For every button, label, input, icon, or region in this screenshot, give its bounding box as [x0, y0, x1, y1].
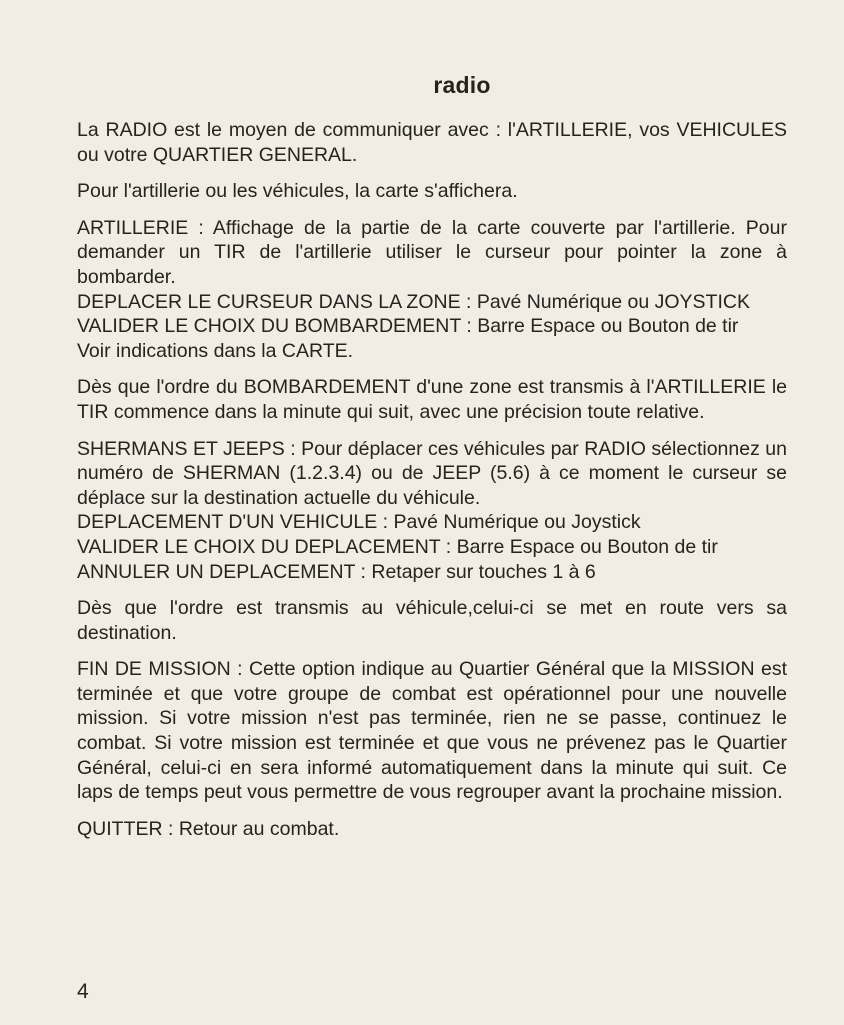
paragraph-bombardment: [77, 375, 787, 424]
paragraph-line: VALIDER LE CHOIX DU BOMBARDEMENT : Barre Espace ou Bouton de tir: [77, 315, 739, 338]
paragraph-line: FIN DE MISSION : Cette option indique au Quartier Général que la MISSION est terminée et que votre groupe de combat est opérationnel pour une nouvelle mission. Si votre mission n'est pas terminée, rien ne se passe, continuez le combat. Si votre mission est terminée et que vous ne prévenez pas le Quartier Général, celui-ci en sera informé automatiquement dans la minute qui suit. Ce laps de temps peut vous permettre de vous regrouper avant la prochaine mission.: [77, 658, 787, 804]
body-text: [77, 118, 787, 853]
paragraph-line: Voir indications dans la CARTE.: [77, 339, 354, 362]
paragraph-quit: [77, 817, 787, 842]
paragraph-line: SHERMANS ET JEEPS : Pour déplacer ces véhicules par RADIO sélectionnez un numéro de SHERMAN (1.2.3.4) ou de JEEP (5.6) à ce moment le curseur se déplace sur la destination actuelle du véhicule.: [77, 437, 787, 509]
paragraph-line: ANNULER UN DEPLACEMENT : Retaper sur touches 1 à 6: [77, 560, 596, 583]
paragraph-line: QUITTER : Retour au combat.: [77, 817, 340, 840]
paragraph-line: DEPLACER LE CURSEUR DANS LA ZONE : Pavé Numérique ou JOYSTICK: [77, 290, 750, 313]
paragraph-end-mission: [77, 657, 787, 805]
paragraph-shermans-jeeps: [77, 437, 787, 585]
paragraph-map-info: [77, 179, 787, 204]
paragraph-line: VALIDER LE CHOIX DU DEPLACEMENT : Barre Espace ou Bouton de tir: [77, 535, 718, 558]
paragraph-line: ARTILLERIE : Affichage de la partie de la carte couverte par l'artillerie. Pour demander un TIR de l'artillerie utiliser le curseur pour pointer la zone à bombarder.: [77, 216, 787, 288]
paragraph-line: DEPLACEMENT D'UN VEHICULE : Pavé Numérique ou Joystick: [77, 511, 641, 534]
paragraph-line: Dès que l'ordre est transmis au véhicule,celui-ci se met en route vers sa destination.: [77, 597, 787, 644]
paragraph-line: Dès que l'ordre du BOMBARDEMENT d'une zone est transmis à l'ARTILLERIE le TIR commence dans la minute qui suit, avec une précision toute relative.: [77, 376, 787, 423]
paragraph-vehicle-order: [77, 596, 787, 645]
page-number: 4: [77, 980, 89, 1003]
paragraph-line: Pour l'artillerie ou les véhicules, la carte s'affichera.: [77, 180, 518, 203]
paragraph-intro: [77, 118, 787, 167]
paragraph-line: La RADIO est le moyen de communiquer avec : l'ARTILLERIE, vos VEHICULES ou votre QUARTIER GENERAL.: [77, 119, 787, 166]
page-title: radio: [433, 72, 491, 98]
paragraph-artillery: [77, 216, 787, 364]
